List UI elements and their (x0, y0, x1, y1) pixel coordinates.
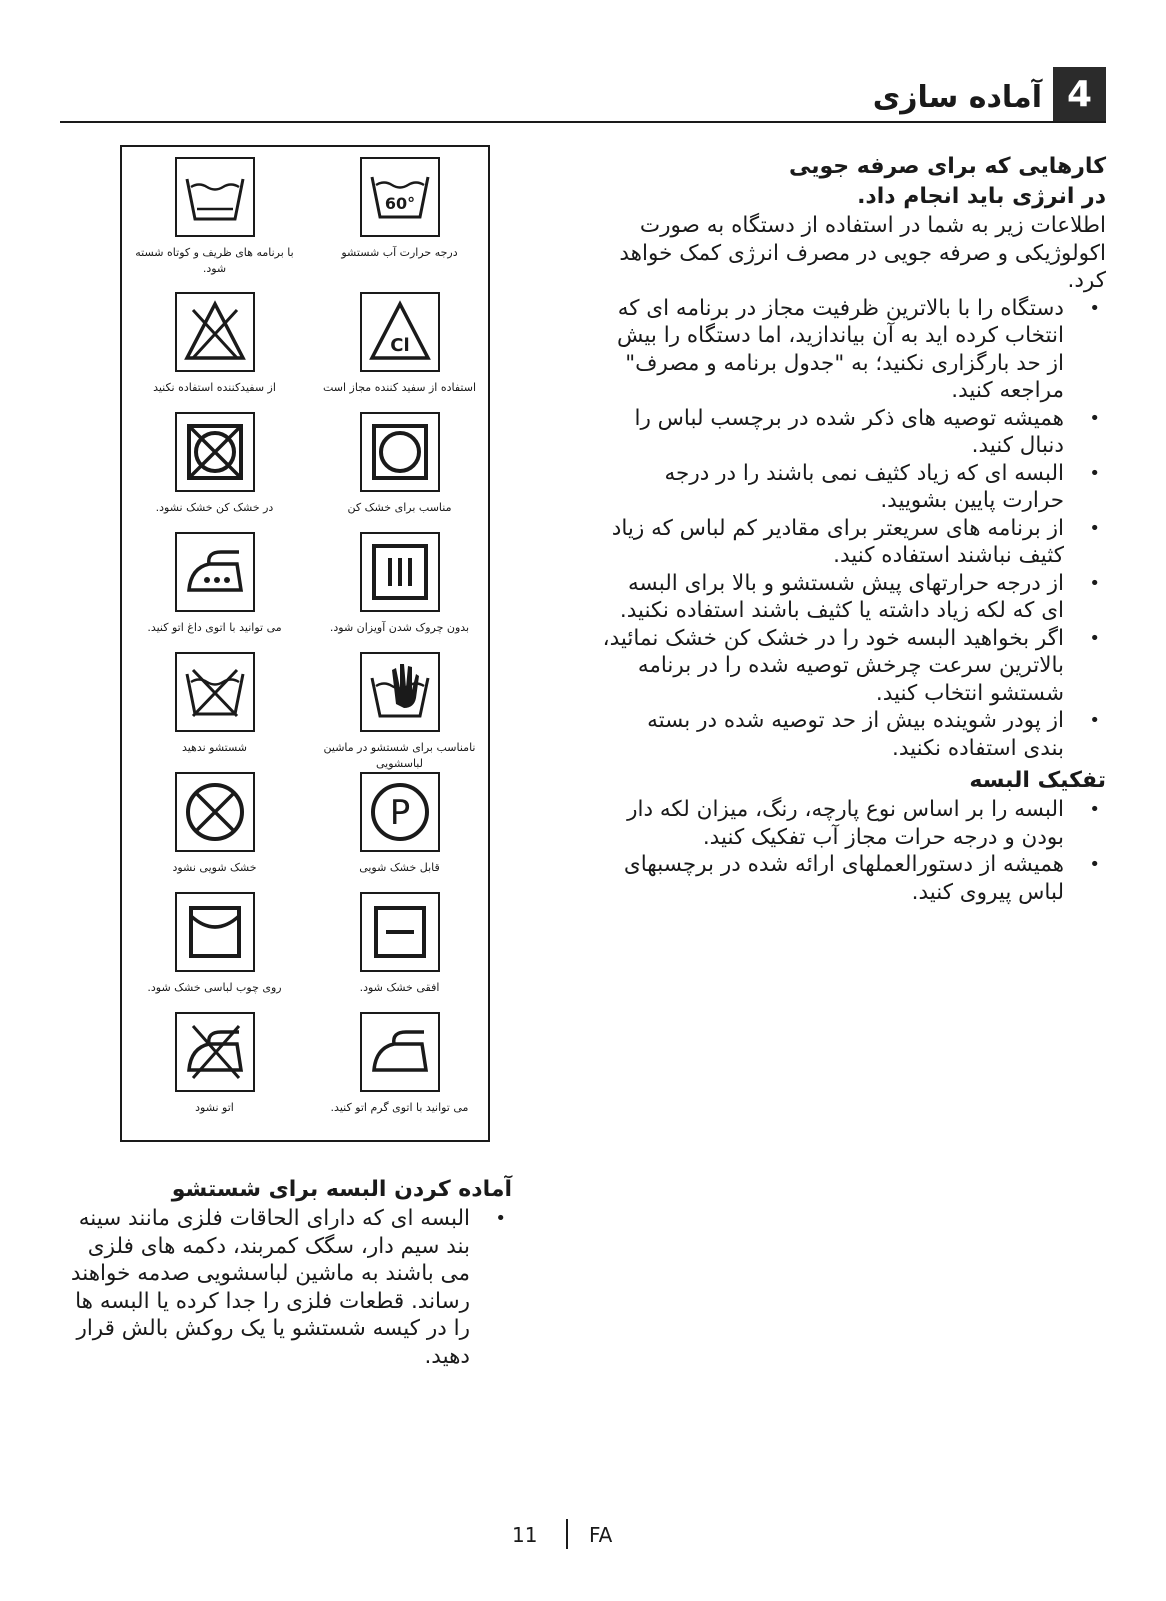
svg-text:Cl: Cl (389, 335, 410, 356)
care-symbol-cell (307, 652, 492, 772)
list-item: • البسه ای که دارای الحاقات فلزی مانند سینه بند سیم دار، سگک کمربند، دکمه های فلزی می باشند به ماشین لباسشویی صدمه خواهند رساند. قطعات فلزی را جدا کرده یا البسه ها را در کیسه شستشو یا یک روکش بالش قرار دهید. (60, 1205, 512, 1370)
care-symbol-cell (122, 1012, 307, 1116)
care-symbol-caption: نامناسب برای شستشو در ماشین لباسشویی (323, 741, 476, 770)
svg-text:P: P (389, 793, 410, 833)
do-not-iron-icon (175, 1012, 255, 1092)
care-symbols-table (120, 145, 490, 1142)
iron-high-icon (175, 532, 255, 612)
care-symbol-cell (122, 412, 307, 516)
chapter-number-badge (1053, 67, 1106, 122)
bleach-allowed-icon (360, 292, 440, 372)
care-symbol-cell (122, 157, 307, 277)
energy-tips-list (602, 295, 1106, 763)
page-footer (0, 1519, 1166, 1549)
list-item: • البسه را بر اساس نوع پارچه، رنگ، میزان لکه دار بودن و درجه حرات مجاز آب تفکیک کنید. (602, 796, 1106, 851)
page-number: 11 (512, 1523, 538, 1547)
hand-wash-icon (360, 652, 440, 732)
care-symbol-cell (307, 157, 492, 261)
care-symbol-caption: استفاده از سفید کننده مجاز است (322, 381, 477, 394)
care-symbol-cell (122, 772, 307, 876)
line-dry-icon (175, 892, 255, 972)
care-symbol-caption: افقی خشک شود. (359, 981, 440, 994)
list-item: • همیشه توصیه های ذکر شده در برچسب لباس را دنبال کنید. (602, 405, 1106, 460)
care-symbol-cell (307, 532, 492, 636)
header-rule (60, 121, 1106, 123)
care-symbol-caption: مناسب برای خشک کن (347, 501, 452, 514)
drip-dry-icon (360, 532, 440, 612)
care-symbol-caption: شستشو ندهید (181, 741, 248, 754)
dry-flat-icon (360, 892, 440, 972)
language-code: FA (589, 1523, 613, 1547)
care-symbol-caption: خشک شویی نشود (172, 861, 257, 874)
list-item: • از برنامه های سریعتر برای مقادیر کم لباس که زیاد کثیف نباشند استفاده کنید. (602, 515, 1106, 570)
svg-text:60°: 60° (384, 194, 415, 213)
care-symbol-cell (307, 892, 492, 996)
no-bleach-icon (175, 292, 255, 372)
list-item: • اگر بخواهید البسه خود را در خشک کن خشک نمائید، بالاترین سرعت چرخش توصیه شده را در برنامه شستشو انتخاب کنید. (602, 625, 1106, 708)
preparing-heading: آماده کردن البسه برای شستشو (171, 1177, 512, 1202)
care-symbol-caption: می توانید با اتوی گرم اتو کنید. (330, 1101, 469, 1114)
list-item: • البسه ای که زیاد کثیف نمی باشند را در درجه حرارت پایین بشویید. (602, 460, 1106, 515)
care-symbol-cell (122, 532, 307, 636)
care-symbol-caption: با برنامه های ظریف و کوتاه شسته شود. (135, 246, 294, 275)
care-symbol-cell (307, 772, 492, 876)
list-item: • از درجه حرارتهای پیش شستشو و بالا برای البسه ای که لکه زیاد داشته یا کثیف باشند استفاده نکنید. (602, 570, 1106, 625)
chapter-title: آماده سازی (872, 80, 1042, 115)
care-symbol-cell (122, 292, 307, 396)
preparing-list (60, 1205, 512, 1370)
care-symbol-caption: در خشک کن خشک نشود. (155, 501, 274, 514)
dry-clean-p-icon (360, 772, 440, 852)
care-symbol-caption: می توانید با اتوی داغ اتو کنید. (147, 621, 282, 634)
list-item: • از پودر شوینده بیش از حد توصیه شده در بسته بندی استفاده نکنید. (602, 707, 1106, 762)
care-symbol-cell (307, 412, 492, 516)
wash-60-icon (360, 157, 440, 237)
care-symbol-caption: بدون چروک شدن آویزان شود. (329, 621, 470, 634)
care-symbol-cell (307, 292, 492, 396)
chapter-number: 4 (1066, 74, 1093, 115)
no-dry-clean-icon (175, 772, 255, 852)
list-item: • دستگاه را با بالاترین ظرفیت مجاز در برنامه ای که انتخاب کرده اید به آن بیاندازید، اما دستگاه را بیش از حد بارگزاری نکنید؛ به "جدول برنامه و مصرف" مراجعه کنید. (602, 295, 1106, 405)
iron-medium-icon (360, 1012, 440, 1092)
care-symbol-cell (307, 1012, 492, 1116)
no-tumble-dry-icon (175, 412, 255, 492)
preparing-laundry-section (60, 1175, 512, 1370)
list-item: • همیشه از دستورالعملهای ارائه شده در برچسبهای لباس پیروی کنید. (602, 851, 1106, 906)
care-symbol-caption: از سفیدکننده استفاده نکنید (153, 381, 276, 394)
energy-saving-section (602, 152, 1106, 906)
tumble-dry-icon (360, 412, 440, 492)
care-symbol-caption: قابل خشک شویی (359, 861, 440, 874)
intro-paragraph: اطلاعات زیر به شما در استفاده از دستگاه به صورت اکولوژیکی و صرفه جویی در مصرف انرژی کمک خواهد کرد. (619, 213, 1106, 293)
washable-icon (175, 157, 255, 237)
section-heading-line1: کارهایی که برای صرفه جویی (788, 154, 1106, 179)
sorting-list (602, 796, 1106, 906)
care-symbol-caption: اتو نشود (195, 1101, 234, 1114)
care-symbol-cell (122, 892, 307, 996)
care-symbol-cell (122, 652, 307, 756)
sorting-heading: تفکیک البسه (969, 768, 1106, 793)
care-symbol-caption: درجه حرارت آب شستشو (341, 246, 458, 259)
footer-divider (566, 1519, 568, 1549)
section-heading-line2: در انرژی باید انجام داد. (857, 184, 1106, 209)
care-symbol-caption: روی چوب لباسی خشک شود. (147, 981, 282, 994)
do-not-wash-icon (175, 652, 255, 732)
